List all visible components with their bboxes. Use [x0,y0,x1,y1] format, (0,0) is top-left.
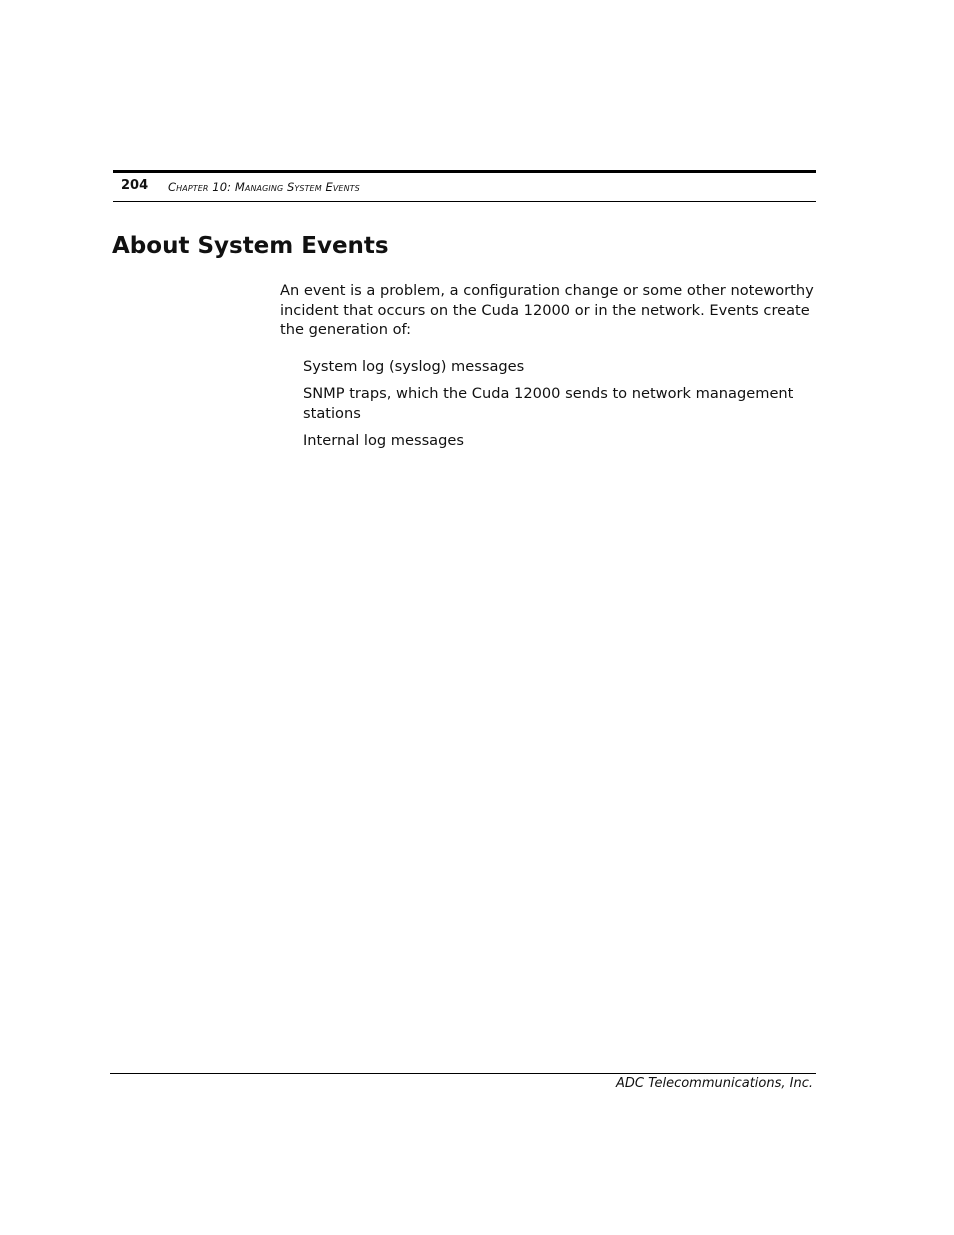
event-output-list [303,357,803,458]
intro-paragraph: An event is a problem, a configuration change or some other noteworthy incident that occurs on the Cuda 12000 or in the network. Events create the generation of: [280,282,814,338]
section-title: About System Events [112,233,389,259]
list-item: Internal log messages [303,431,464,449]
footer-company: ADC Telecommunications, Inc. [616,1076,813,1091]
list-item: System log (syslog) messages [303,358,525,375]
running-head: Chapter 10: Managing System Events [168,180,360,194]
footer-rule [110,1073,816,1074]
header-rule-bottom [113,201,816,202]
page-number: 204 [121,178,149,193]
list-item: SNMP traps, which the Cuda 12000 sends to network management stations [303,385,794,422]
header-rule-top [113,170,816,173]
